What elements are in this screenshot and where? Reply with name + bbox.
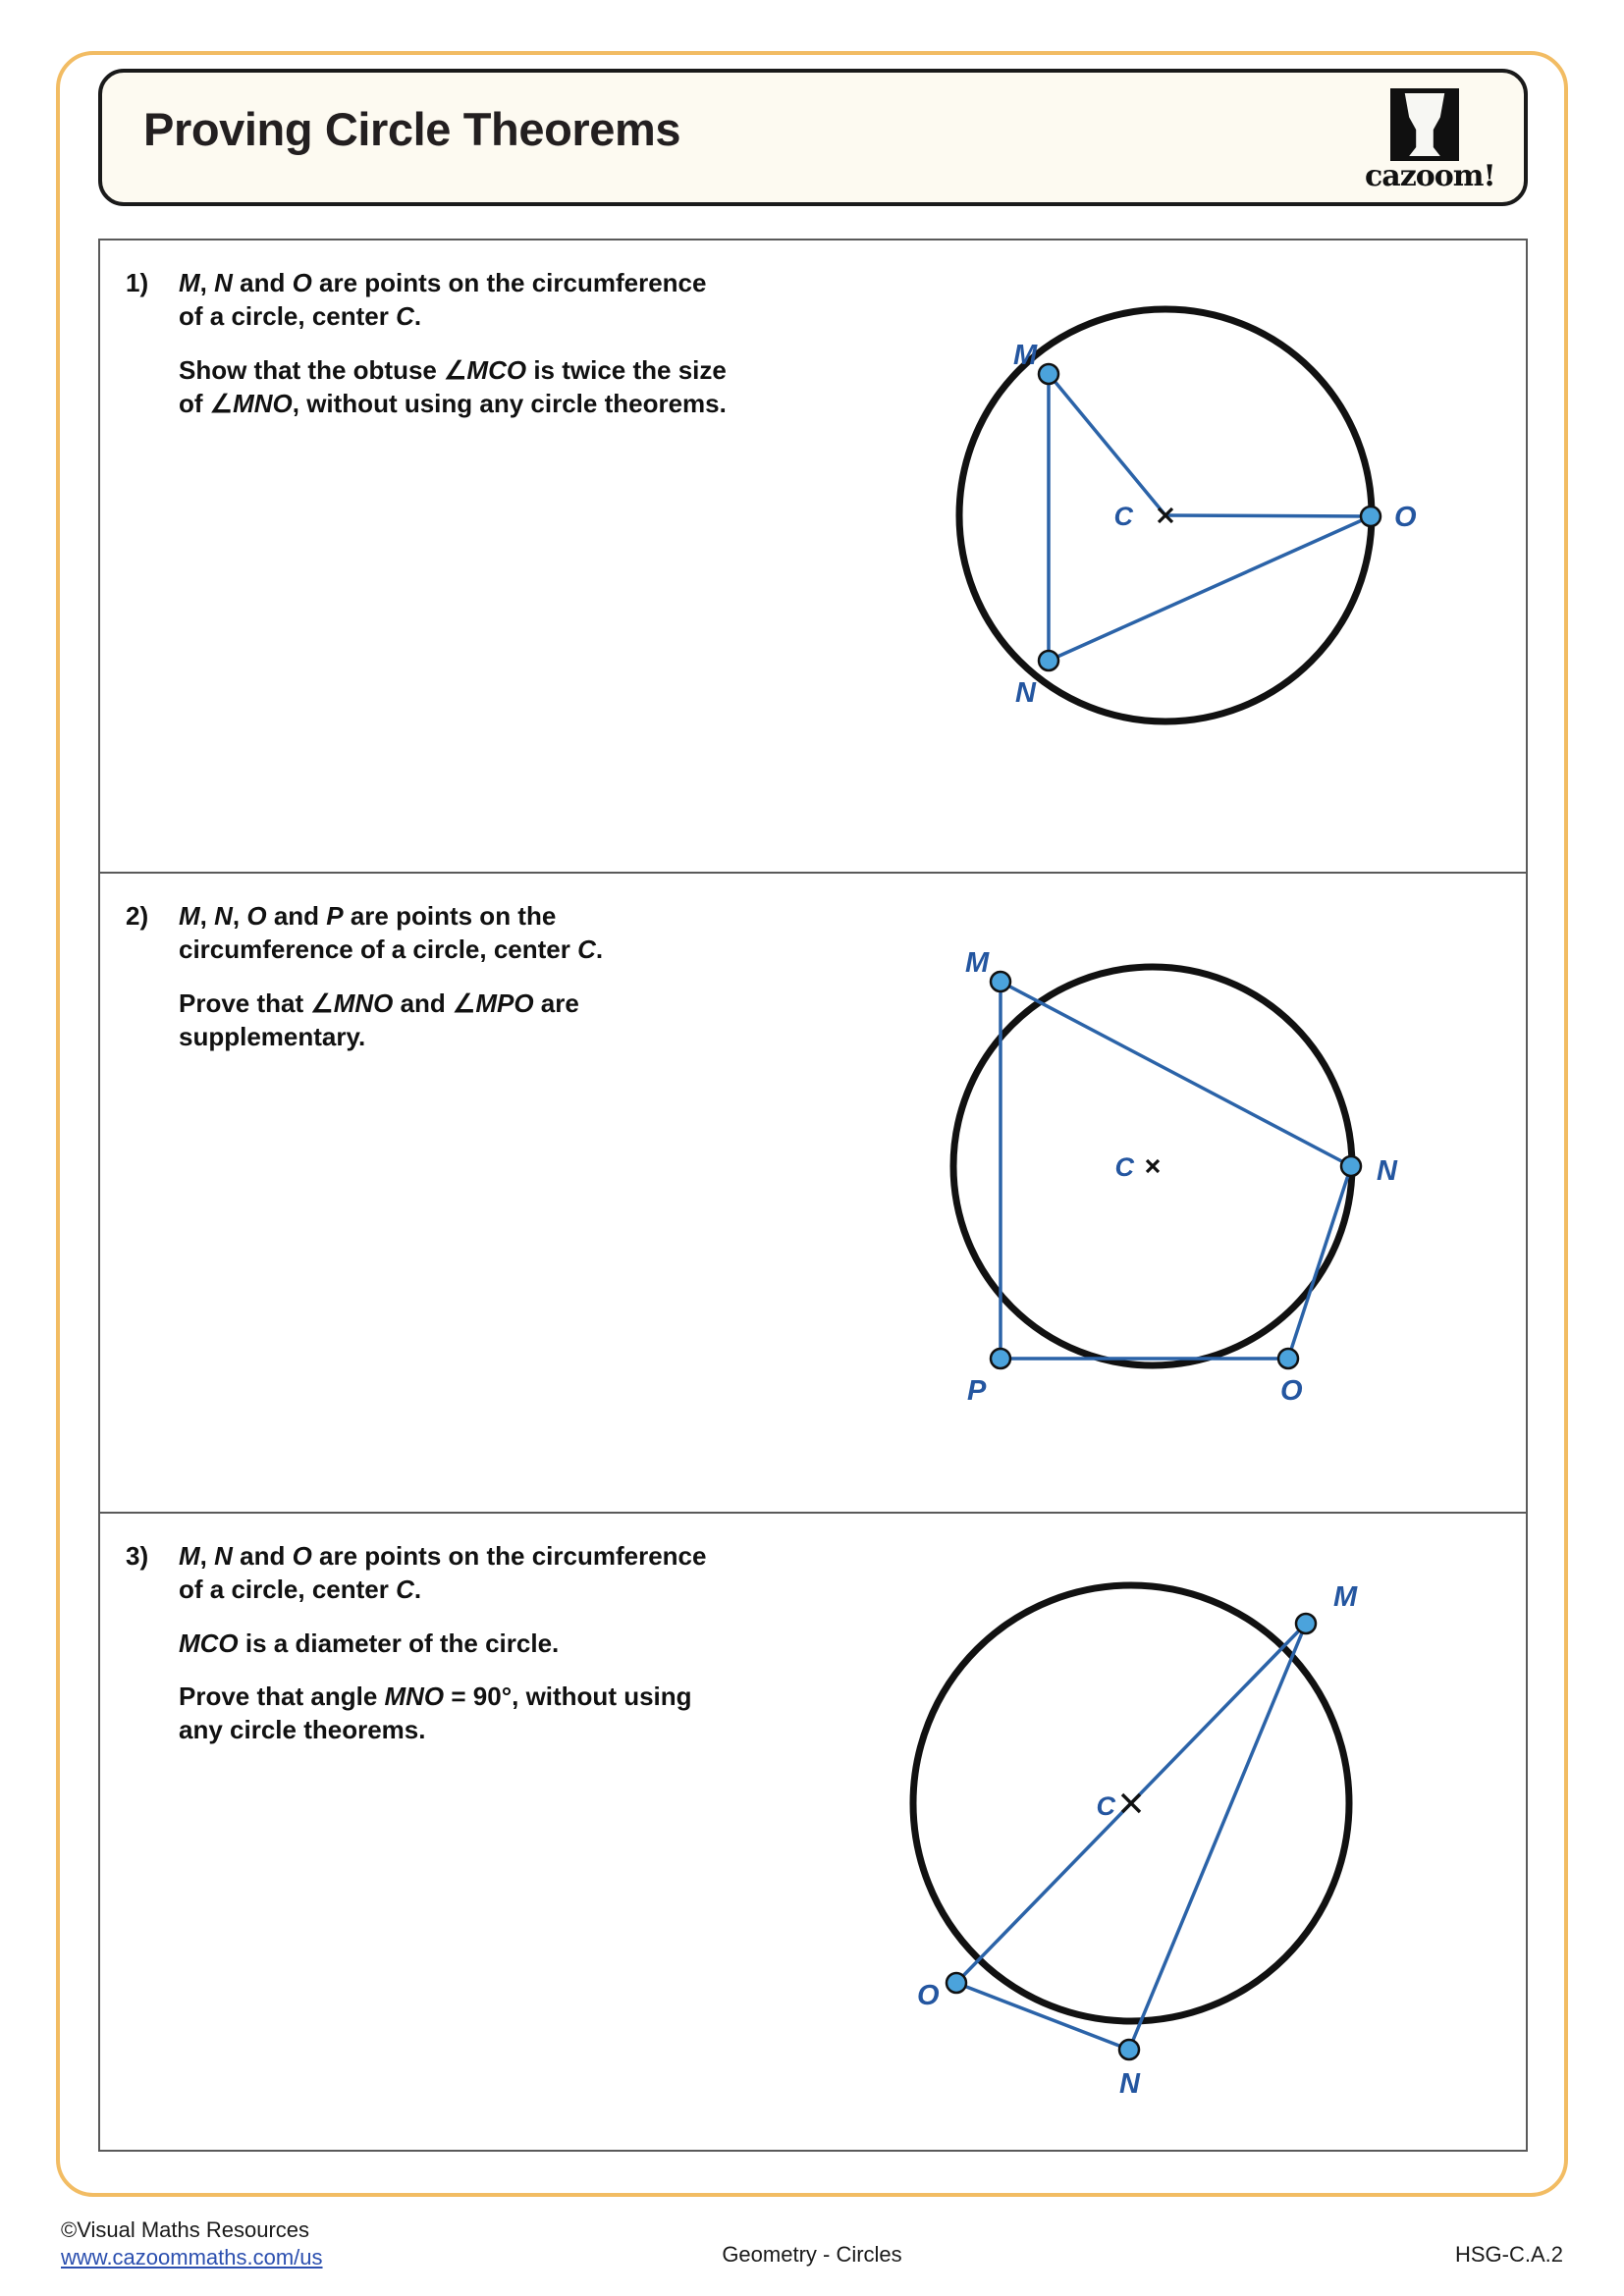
question-1-intro: M, N and O are points on the circumference of a circle, center C. bbox=[179, 268, 707, 332]
point-label-m-3: M bbox=[1333, 1581, 1358, 1613]
question-row-3 bbox=[100, 1514, 1526, 2150]
center-label-c-2: C bbox=[1114, 1152, 1134, 1182]
point-label-m-1: M bbox=[1013, 340, 1038, 371]
questions-table bbox=[98, 239, 1528, 2152]
question-row-1 bbox=[100, 240, 1526, 874]
question-1-text bbox=[126, 266, 813, 420]
trophy-cup-icon bbox=[1390, 88, 1459, 161]
point-label-o-3: O bbox=[917, 1980, 940, 2011]
question-2-intro: M, N, O and P are points on the circumference of a circle, center C. bbox=[179, 901, 604, 965]
question-2-prompt: Prove that ∠MNO and ∠MPO are supplementary. bbox=[179, 988, 579, 1051]
center-label-c-1: C bbox=[1113, 502, 1133, 531]
point-label-n-3: N bbox=[1119, 2068, 1140, 2100]
question-3-intro: M, N and O are points on the circumference of a circle, center C. bbox=[179, 1541, 707, 1605]
question-3-prompt: Prove that angle MNO = 90°, without using any circle theorems. bbox=[179, 1681, 692, 1745]
footer-standard-code: HSG-C.A.2 bbox=[1454, 2242, 1563, 2267]
question-3-text bbox=[126, 1539, 813, 1747]
question-1-prompt: Show that the obtuse ∠MCO is twice the size of ∠MNO, without using any circle theorems. bbox=[179, 354, 727, 418]
cazoom-wordmark: cazoom! bbox=[1365, 159, 1495, 193]
question-2-text bbox=[126, 899, 813, 1053]
page-footer bbox=[0, 2216, 1624, 2291]
question-row-2 bbox=[100, 874, 1526, 1514]
footer-topic: Geometry - Circles bbox=[722, 2242, 902, 2267]
point-label-o-1: O bbox=[1394, 502, 1417, 533]
website-link[interactable]: www.cazoommaths.com/us bbox=[61, 2244, 323, 2269]
circle-diagram-3 bbox=[876, 1535, 1465, 2134]
page-title: Proving Circle Theorems bbox=[143, 103, 681, 155]
question-3-number: 3) bbox=[126, 1541, 149, 1571]
point-label-p-2: P bbox=[967, 1375, 987, 1407]
cazoom-logo bbox=[1365, 86, 1495, 196]
question-2-number: 2) bbox=[126, 901, 149, 931]
circle-diagram-1 bbox=[886, 268, 1455, 818]
header-banner bbox=[98, 69, 1528, 206]
point-label-m-2: M bbox=[965, 947, 990, 979]
point-label-n-2: N bbox=[1377, 1155, 1397, 1187]
center-label-c-3: C bbox=[1096, 1791, 1115, 1821]
circle-diagram-2 bbox=[895, 897, 1445, 1467]
point-label-n-1: N bbox=[1015, 677, 1036, 709]
copyright-text: ©Visual Maths Resources bbox=[61, 2217, 310, 2242]
point-label-o-2: O bbox=[1280, 1375, 1303, 1407]
question-3-statement: MCO is a diameter of the circle. bbox=[179, 1628, 560, 1658]
question-1-number: 1) bbox=[126, 268, 149, 297]
